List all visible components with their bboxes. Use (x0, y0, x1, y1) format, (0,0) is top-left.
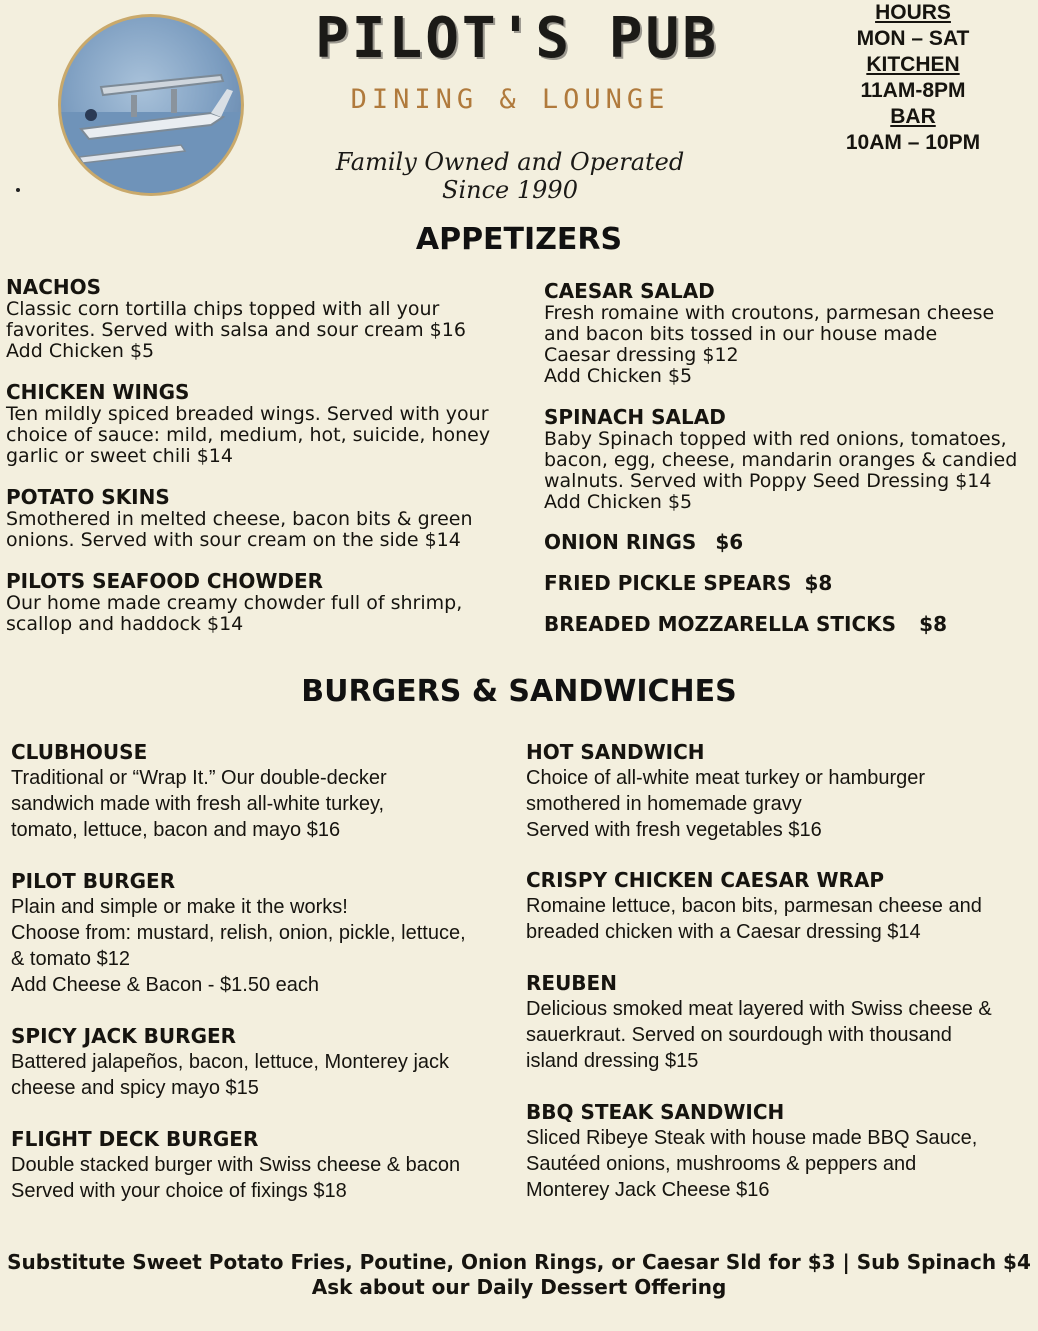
menu-item-fried-pickle-spears (544, 571, 832, 595)
item-description: Smothered in melted cheese, bacon bits & green onions. Served with sour cream on the side $14 (6, 508, 473, 551)
seaplane-logo-icon (58, 14, 244, 196)
menu-item-mozzarella-sticks (544, 612, 947, 636)
burgers-heading: BURGERS & SANDWICHES (301, 674, 737, 709)
item-name: BREADED MOZZARELLA STICKS (544, 612, 897, 636)
item-name: PILOTS SEAFOOD CHOWDER (6, 569, 324, 593)
item-name: CLUBHOUSE (11, 740, 148, 764)
footer-dessert: Ask about our Daily Dessert Offering (311, 1275, 727, 1299)
bar-hours: 10AM – 10PM (845, 131, 981, 154)
item-name: PILOT BURGER (11, 869, 176, 893)
item-description: Battered jalapeños, bacon, lettuce, Monterey jack cheese and spicy mayo $15 (11, 1051, 450, 1099)
item-name: BBQ STEAK SANDWICH (526, 1100, 785, 1124)
menu-item-bbq-steak-sandwich (526, 1099, 977, 1203)
menu-item-flight-deck-burger (11, 1126, 460, 1204)
item-price: $6 (715, 530, 744, 554)
item-name: CHICKEN WINGS (6, 380, 190, 404)
item-name: HOT SANDWICH (526, 740, 705, 764)
menu-item-reuben (526, 970, 992, 1074)
item-name: POTATO SKINS (6, 485, 170, 509)
menu-item-seafood-chowder (6, 569, 462, 635)
item-description: Fresh romaine with croutons, parmesan cheese and bacon bits tossed in our house made Caesar dressing $12 Add Chicken $5 (544, 302, 995, 387)
menu-item-pilot-burger (11, 868, 466, 998)
menu-item-potato-skins (6, 485, 472, 551)
item-name: CRISPY CHICKEN CAESAR WRAP (526, 868, 885, 892)
item-description: Choice of all-white meat turkey or hamburger smothered in homemade gravy Served with fresh vegetables $16 (526, 767, 926, 841)
footer-substitutions: Substitute Sweet Potato Fries, Poutine, Onion Rings, or Caesar Sld for $3 | Sub Spinach $4 (7, 1250, 1031, 1274)
menu-item-spicy-jack-burger (11, 1023, 449, 1101)
item-name: FRIED PICKLE SPEARS (544, 571, 792, 595)
menu-item-chicken-wings (6, 380, 490, 467)
menu-item-onion-rings (544, 530, 743, 554)
decorative-dot (16, 188, 20, 192)
menu-item-caesar-salad (544, 279, 994, 387)
item-name: SPINACH SALAD (544, 405, 726, 429)
item-description: Plain and simple or make it the works! Choose from: mustard, relish, onion, pickle, lettuce, & tomato $12 Add Cheese & Bacon - $1.50 each (11, 896, 466, 996)
menu-item-chicken-caesar-wrap (526, 867, 982, 945)
item-description: Ten mildly spiced breaded wings. Served with your choice of sauce: mild, medium, hot, suicide, honey garlic or sweet chili $14 (6, 403, 491, 467)
hours-days: MON – SAT (856, 27, 970, 50)
item-description: Traditional or “Wrap It.” Our double-decker sandwich made with fresh all-white turkey, tomato, lettuce, bacon and mayo $16 (11, 767, 387, 841)
restaurant-subtitle: DINING & LOUNGE (350, 84, 670, 115)
item-price: $8 (919, 612, 947, 636)
kitchen-label: KITCHEN (866, 53, 960, 76)
kitchen-hours: 11AM-8PM (860, 79, 966, 102)
bar-label: BAR (890, 105, 936, 128)
menu-item-spinach-salad (544, 405, 1017, 513)
item-description: Sliced Ribeye Steak with house made BBQ Sauce, Sautéed onions, mushrooms & peppers and Monterey Jack Cheese $16 (526, 1127, 978, 1201)
appetizers-heading: APPETIZERS (415, 222, 623, 257)
item-name: NACHOS (6, 275, 102, 299)
item-price: $8 (804, 571, 833, 595)
item-description: Classic corn tortilla chips topped with all your favorites. Served with salsa and sour cream $16 Add Chicken $5 (6, 298, 466, 362)
tagline: Family Owned and Operated Since 1990 (335, 148, 685, 204)
item-description: Baby Spinach topped with red onions, tomatoes, bacon, egg, cheese, mandarin oranges & candied walnuts. Served with Poppy Seed Dressing $14 Add Chicken $5 (544, 428, 1018, 513)
item-name: ONION RINGS (544, 530, 697, 554)
item-name: REUBEN (526, 971, 617, 995)
menu-item-hot-sandwich (526, 739, 925, 843)
item-description: Our home made creamy chowder full of shrimp, scallop and haddock $14 (6, 592, 463, 635)
menu-item-nachos (6, 275, 466, 362)
hours-block (828, 0, 998, 156)
item-description: Romaine lettuce, bacon bits, parmesan cheese and breaded chicken with a Caesar dressing $14 (526, 895, 982, 943)
item-description: Double stacked burger with Swiss cheese & bacon Served with your choice of fixings $18 (11, 1154, 461, 1202)
item-name: CAESAR SALAD (544, 279, 715, 303)
restaurant-title: PILOT'S PUB (315, 6, 719, 71)
hours-heading: HOURS (875, 1, 951, 24)
item-name: SPICY JACK BURGER (11, 1024, 237, 1048)
item-description: Delicious smoked meat layered with Swiss cheese & sauerkraut. Served on sourdough with thousand island dressing $15 (526, 998, 992, 1072)
item-name: FLIGHT DECK BURGER (11, 1127, 259, 1151)
menu-item-clubhouse (11, 739, 387, 843)
